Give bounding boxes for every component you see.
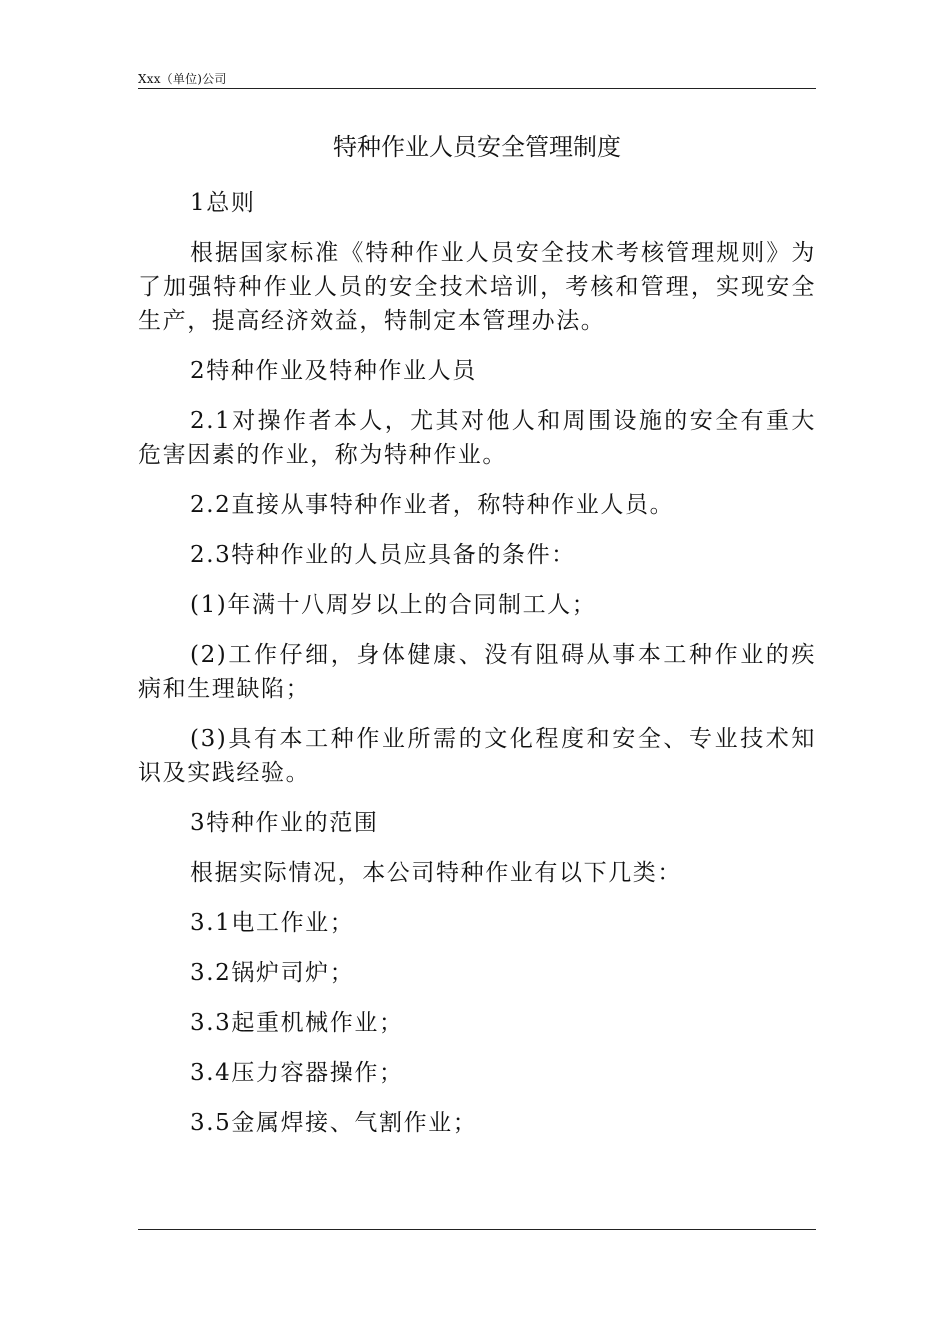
condition-item-3: (3)具有本工种作业所需的文化程度和安全、专业技术知识及实践经验。 bbox=[138, 726, 816, 786]
scope-item-3-1: 3.1电工作业； bbox=[190, 910, 355, 936]
section-heading-scope: 3特种作业的范围 bbox=[190, 810, 379, 836]
paragraph-2-1: 2.1对操作者本人，尤其对他人和周围设施的安全有重大危害因素的作业，称为特种作业。 bbox=[138, 408, 816, 468]
section-heading-special-work: 2特种作业及特种作业人员 bbox=[190, 358, 477, 384]
scope-item-3-3: 3.3起重机械作业； bbox=[190, 1010, 404, 1036]
page-footer-rule bbox=[138, 1229, 816, 1230]
page-header bbox=[138, 70, 816, 89]
header-company-name: Xxx（单位)公司 bbox=[138, 72, 227, 86]
scope-item-3-2: 3.2锅炉司炉； bbox=[190, 960, 355, 986]
document-body bbox=[138, 186, 816, 1156]
paragraph-2-2: 2.2直接从事特种作业者，称特种作业人员。 bbox=[190, 492, 675, 518]
paragraph-scope-intro: 根据实际情况，本公司特种作业有以下几类： bbox=[190, 860, 682, 886]
condition-item-1: (1)年满十八周岁以上的合同制工人； bbox=[190, 592, 597, 618]
condition-item-2: (2)工作仔细，身体健康、没有阻碍从事本工种作业的疾病和生理缺陷； bbox=[138, 642, 816, 702]
section-heading-general: 1总则 bbox=[190, 190, 256, 216]
scope-item-3-5: 3.5金属焊接、气割作业； bbox=[190, 1110, 478, 1136]
paragraph-2-3: 2.3特种作业的人员应具备的条件： bbox=[190, 542, 576, 568]
scope-item-3-4: 3.4压力容器操作； bbox=[190, 1060, 404, 1086]
document-title: 特种作业人员安全管理制度 bbox=[333, 133, 621, 161]
paragraph-purpose: 根据国家标准《特种作业人员安全技术考核管理规则》为了加强特种作业人员的安全技术培训，考核和管理，实现安全生产，提高经济效益，特制定本管理办法。 bbox=[138, 240, 816, 334]
